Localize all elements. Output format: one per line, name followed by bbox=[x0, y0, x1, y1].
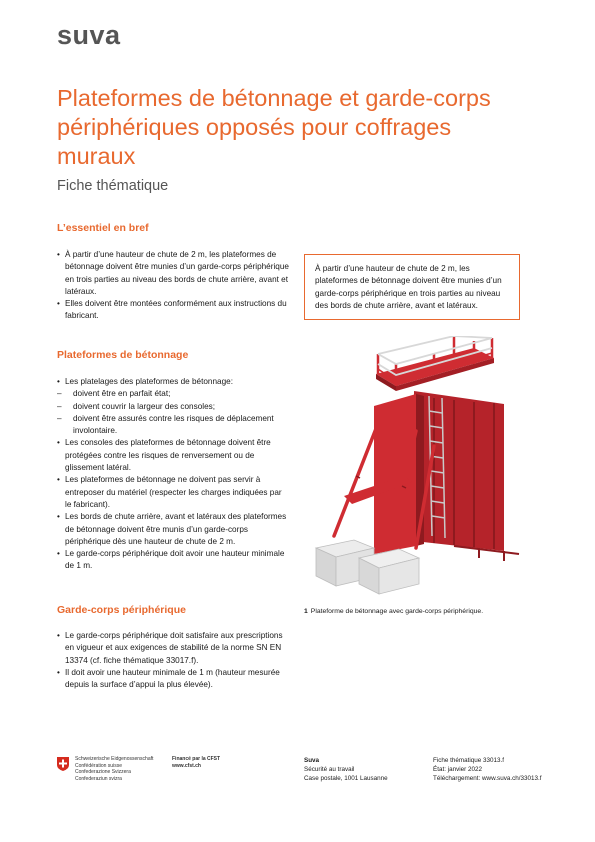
list-item: • Le garde-corps périphérique doit avoir une hauteur minimale de 1 m. bbox=[57, 548, 289, 573]
confederation-line: Confederazione Svizzera bbox=[75, 769, 131, 776]
sub-list-item: – doivent couvrir la largeur des consoles; bbox=[57, 401, 289, 413]
suva-address bbox=[304, 756, 388, 783]
swiss-coat-of-arms-icon bbox=[57, 757, 69, 771]
confederation-line: Confédération suisse bbox=[75, 762, 122, 769]
confederation-line: Schweizerische Eidgenossenschaft bbox=[75, 756, 154, 762]
address-org: Suva bbox=[304, 757, 320, 764]
document-meta bbox=[433, 756, 542, 783]
list-item: • Les consoles des plateformes de bétonnage doivent être protégées contre les risques de renversement ou de glissement latéral. bbox=[57, 437, 289, 474]
address-line: Sécurité au travail bbox=[304, 766, 355, 773]
essentiel-list bbox=[57, 249, 289, 323]
sub-list-item: – doivent être assurés contre les risques de déplacement involontaire. bbox=[57, 413, 289, 438]
document-date: État: janvier 2022 bbox=[433, 766, 483, 773]
financing-line: Financé par la CFST bbox=[172, 756, 221, 762]
financing-url: www.cfst.ch bbox=[172, 762, 201, 769]
figure-caption bbox=[304, 608, 483, 615]
key-message-box bbox=[304, 254, 520, 320]
key-message-text: À partir d’une hauteur de chute de 2 m, les plateformes de bétonnage doivent être munies d’un garde-corps périphérique en trois parties au niveau des bords de chute arrière, avant et latéraux. bbox=[315, 264, 502, 310]
confederation-line: Confederaziun svizra bbox=[75, 775, 122, 782]
suva-logo: suva bbox=[57, 20, 121, 50]
address-line: Case postale, 1001 Lausanne bbox=[304, 775, 388, 782]
figure-caption-text: Plateforme de bétonnage avec garde-corps périphérique. bbox=[310, 608, 484, 615]
formwork-drawing bbox=[304, 336, 524, 600]
list-item: • À partir d’une hauteur de chute de 2 m, les plateformes de bétonnage doivent être munies d’un garde-corps périphérique en trois parties au niveau des bords de chute arrière, avant et latéraux. bbox=[57, 249, 289, 298]
plateformes-list bbox=[57, 376, 289, 573]
list-item bbox=[57, 376, 289, 437]
garde-corps-list bbox=[57, 630, 289, 691]
list-item: • Les plateformes de bétonnage ne doivent pas servir à entreposer du matériel (respecter les charges indiquées par le fabricant). bbox=[57, 474, 289, 511]
figure-number: 1 bbox=[304, 608, 308, 615]
section-heading-garde-corps: Garde-corps périphérique bbox=[57, 604, 186, 616]
confederation-text bbox=[75, 756, 165, 782]
list-item: • Le garde-corps périphérique doit satisfaire aux prescriptions en vigueur et aux exigences de stabilité de la norme SN EN 13374 (cf. fiche thématique 33017.f). bbox=[57, 630, 289, 667]
document-download: Téléchargement: www.suva.ch/33013.f bbox=[433, 775, 542, 782]
sub-list-item: – doivent être en parfait état; bbox=[57, 388, 289, 400]
page-subtitle: Fiche thématique bbox=[57, 178, 169, 194]
formwork-platform-illustration bbox=[304, 336, 524, 600]
section-heading-plateformes: Plateformes de bétonnage bbox=[57, 349, 189, 361]
page-title: Plateformes de bétonnage et garde-corps périphériques opposés pour coffrages muraux bbox=[57, 85, 491, 169]
list-item-text: Les platelages des plateformes de bétonnage: bbox=[65, 377, 233, 386]
list-item: • Les bords de chute arrière, avant et latéraux des plateformes de bétonnage doivent être munis d’un garde-corps périphérique dès une hauteur de chute de 2 m. bbox=[57, 511, 289, 548]
document-number: Fiche thématique 33013.f bbox=[433, 757, 505, 764]
section-heading-essentiel: L’essentiel en bref bbox=[57, 222, 149, 234]
list-item: • Elles doivent être montées conformément aux instructions du fabricant. bbox=[57, 298, 289, 323]
financing-text bbox=[172, 756, 220, 769]
list-item: • Il doit avoir une hauteur minimale de 1 m (hauteur mesurée depuis la surface d’appui la plus élevée). bbox=[57, 667, 289, 692]
